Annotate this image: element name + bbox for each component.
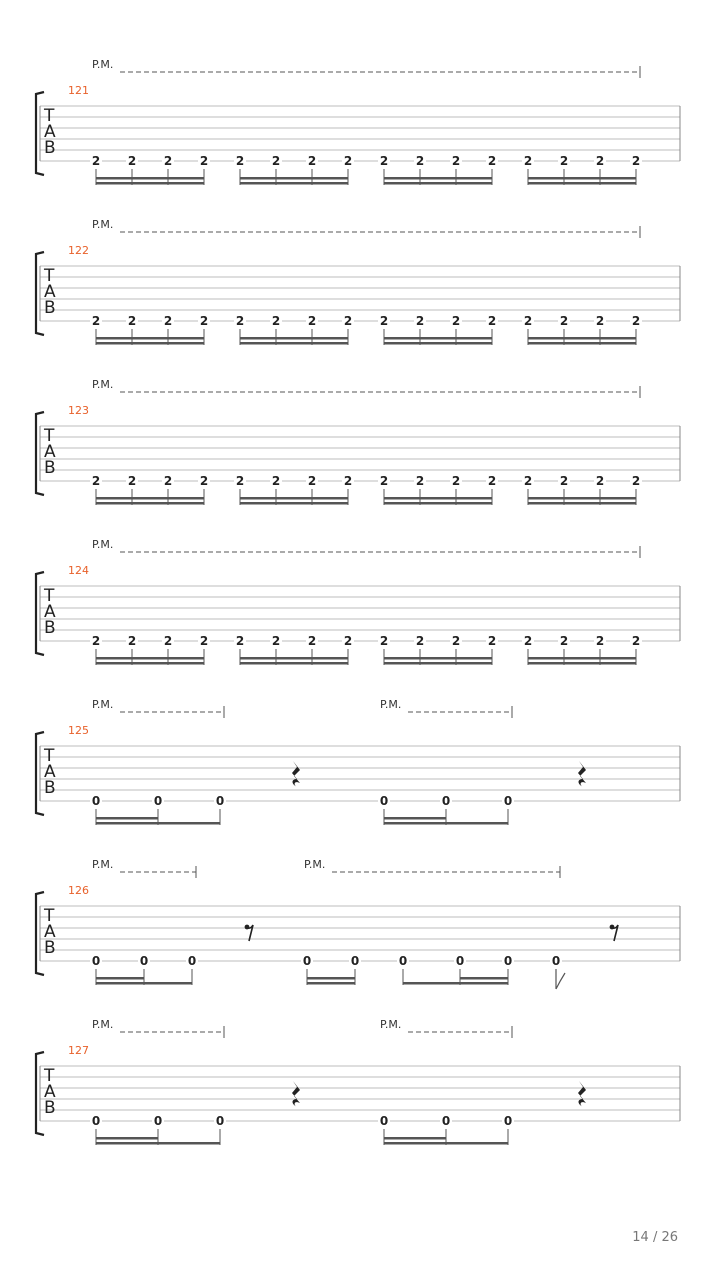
beam-secondary — [96, 817, 158, 820]
fret-number: 2 — [127, 314, 137, 328]
fret-number: 2 — [163, 634, 173, 648]
quarter-rest — [292, 1081, 300, 1107]
fret-number: 2 — [451, 634, 461, 648]
fret-number: 2 — [415, 314, 425, 328]
measure-number: 126 — [68, 884, 89, 897]
fret-number: 0 — [398, 954, 408, 968]
fret-number: 0 — [379, 1114, 389, 1128]
fret-number: 2 — [199, 634, 209, 648]
palm-mute-label: P.M. — [380, 1018, 402, 1031]
beam — [384, 822, 446, 825]
beam-secondary — [384, 497, 492, 500]
fret-number: 2 — [91, 314, 101, 328]
fret-number: 2 — [307, 474, 317, 488]
beam-secondary — [384, 1137, 446, 1140]
beam — [96, 982, 144, 985]
fret-number: 2 — [163, 154, 173, 168]
fret-number: 2 — [379, 474, 389, 488]
tab-clef-letter: B — [44, 138, 56, 158]
beam-secondary — [528, 657, 636, 660]
measure-number: 127 — [68, 1044, 89, 1057]
tab-clef-letter: T — [44, 746, 55, 766]
fret-number: 0 — [503, 794, 513, 808]
fret-number: 2 — [487, 474, 497, 488]
fret-number: 2 — [559, 154, 569, 168]
beam-secondary — [240, 337, 348, 340]
fret-number: 2 — [487, 154, 497, 168]
beam — [384, 662, 492, 665]
beam — [96, 342, 204, 345]
beam — [240, 342, 348, 345]
fret-number: 2 — [127, 634, 137, 648]
quarter-rest — [578, 761, 586, 787]
palm-mute-label: P.M. — [304, 858, 326, 871]
page-number: 14 / 26 — [632, 1230, 678, 1245]
fret-number: 2 — [451, 314, 461, 328]
beam — [96, 662, 204, 665]
fret-number: 2 — [127, 474, 137, 488]
palm-mute-label: P.M. — [380, 698, 402, 711]
tab-clef-letter: B — [44, 1098, 56, 1118]
beam — [96, 1142, 158, 1145]
beam — [384, 342, 492, 345]
palm-mute-label: P.M. — [92, 538, 114, 551]
tab-system-125 — [36, 698, 680, 825]
beam-secondary — [96, 977, 144, 980]
measure-number: 121 — [68, 84, 89, 97]
beam-secondary — [240, 497, 348, 500]
beam-secondary — [96, 337, 204, 340]
fret-number: 2 — [199, 314, 209, 328]
beam-secondary — [528, 177, 636, 180]
tab-system-122 — [36, 218, 680, 345]
fret-number: 2 — [523, 474, 533, 488]
fret-number: 2 — [199, 154, 209, 168]
fret-number: 2 — [595, 474, 605, 488]
fret-number: 2 — [271, 634, 281, 648]
tab-system-126 — [36, 858, 680, 989]
fret-number: 2 — [307, 154, 317, 168]
beam-secondary — [384, 657, 492, 660]
fret-number: 2 — [343, 634, 353, 648]
beam-secondary — [240, 657, 348, 660]
fret-number: 2 — [343, 154, 353, 168]
beam — [240, 502, 348, 505]
tab-clef-letter: T — [44, 106, 55, 126]
note-flag — [556, 969, 565, 989]
beam — [528, 342, 636, 345]
beam-secondary — [96, 1137, 158, 1140]
fret-number: 2 — [379, 314, 389, 328]
fret-number: 0 — [91, 794, 101, 808]
tab-clef-letter: A — [44, 762, 56, 782]
measure-number: 125 — [68, 724, 89, 737]
tab-clef-letter: B — [44, 298, 56, 318]
fret-number: 0 — [153, 1114, 163, 1128]
fret-number: 2 — [343, 314, 353, 328]
fret-number: 2 — [307, 314, 317, 328]
fret-number: 2 — [379, 634, 389, 648]
fret-number: 2 — [91, 474, 101, 488]
fret-number: 2 — [487, 634, 497, 648]
fret-number: 2 — [595, 314, 605, 328]
beam — [528, 502, 636, 505]
tab-clef-letter: A — [44, 282, 56, 302]
fret-number: 0 — [441, 1114, 451, 1128]
beam-secondary — [96, 497, 204, 500]
fret-number: 2 — [631, 314, 641, 328]
tab-system-127 — [36, 1018, 680, 1145]
fret-number: 0 — [215, 794, 225, 808]
fret-number: 2 — [595, 154, 605, 168]
beam — [307, 982, 355, 985]
measure-number: 123 — [68, 404, 89, 417]
fret-number: 0 — [503, 1114, 513, 1128]
tab-clef-letter: B — [44, 778, 56, 798]
beam-secondary — [240, 177, 348, 180]
fret-number: 2 — [163, 474, 173, 488]
fret-number: 0 — [215, 1114, 225, 1128]
fret-number: 0 — [455, 954, 465, 968]
tab-clef-letter: A — [44, 602, 56, 622]
fret-number: 2 — [523, 314, 533, 328]
palm-mute-label: P.M. — [92, 698, 114, 711]
tab-system-124 — [36, 538, 680, 665]
fret-number: 2 — [415, 474, 425, 488]
fret-number: 2 — [307, 634, 317, 648]
beam — [384, 502, 492, 505]
fret-number: 2 — [559, 314, 569, 328]
fret-number: 0 — [503, 954, 513, 968]
palm-mute-label: P.M. — [92, 1018, 114, 1031]
fret-number: 0 — [350, 954, 360, 968]
fret-number: 0 — [302, 954, 312, 968]
fret-number: 2 — [523, 634, 533, 648]
fret-number: 2 — [199, 474, 209, 488]
tab-clef-letter: A — [44, 442, 56, 462]
fret-number: 0 — [153, 794, 163, 808]
measure-number: 124 — [68, 564, 89, 577]
tab-clef-letter: A — [44, 1082, 56, 1102]
fret-number: 2 — [235, 314, 245, 328]
tab-clef-letter: A — [44, 122, 56, 142]
fret-number: 0 — [551, 954, 561, 968]
fret-number: 2 — [343, 474, 353, 488]
beam — [528, 662, 636, 665]
fret-number: 2 — [559, 634, 569, 648]
fret-number: 2 — [379, 154, 389, 168]
tab-clef-letter: T — [44, 426, 55, 446]
beam-secondary — [384, 337, 492, 340]
fret-number: 2 — [487, 314, 497, 328]
beam-secondary — [528, 497, 636, 500]
beam-secondary — [96, 177, 204, 180]
beam — [384, 182, 492, 185]
fret-number: 0 — [91, 1114, 101, 1128]
fret-number: 2 — [235, 634, 245, 648]
beam — [384, 1142, 446, 1145]
fret-number: 2 — [595, 634, 605, 648]
tab-clef-letter: T — [44, 1066, 55, 1086]
fret-number: 2 — [271, 154, 281, 168]
palm-mute-label: P.M. — [92, 378, 114, 391]
tab-clef-letter: T — [44, 266, 55, 286]
fret-number: 0 — [441, 794, 451, 808]
quarter-rest — [578, 1081, 586, 1107]
fret-number: 2 — [91, 154, 101, 168]
beam — [528, 182, 636, 185]
fret-number: 2 — [91, 634, 101, 648]
tab-clef-letter: B — [44, 938, 56, 958]
palm-mute-label: P.M. — [92, 218, 114, 231]
tab-clef-letter: T — [44, 586, 55, 606]
palm-mute-label: P.M. — [92, 58, 114, 71]
beam-secondary — [307, 977, 355, 980]
beam-secondary — [460, 977, 508, 980]
fret-number: 2 — [451, 154, 461, 168]
beam-secondary — [528, 337, 636, 340]
fret-number: 2 — [631, 634, 641, 648]
tab-system-123 — [36, 378, 680, 505]
beam — [96, 502, 204, 505]
tab-clef-letter: T — [44, 906, 55, 926]
fret-number: 2 — [271, 314, 281, 328]
fret-number: 2 — [631, 154, 641, 168]
measure-number: 122 — [68, 244, 89, 257]
fret-number: 2 — [235, 474, 245, 488]
beam — [240, 182, 348, 185]
quarter-rest — [292, 761, 300, 787]
beam — [96, 182, 204, 185]
fret-number: 2 — [451, 474, 461, 488]
fret-number: 2 — [415, 154, 425, 168]
fret-number: 0 — [91, 954, 101, 968]
fret-number: 2 — [163, 314, 173, 328]
fret-number: 0 — [139, 954, 149, 968]
beam — [96, 822, 158, 825]
tab-system-121 — [36, 58, 680, 185]
beam — [460, 982, 508, 985]
tab-clef-letter: B — [44, 458, 56, 478]
tab-clef-letter: B — [44, 618, 56, 638]
fret-number: 0 — [379, 794, 389, 808]
fret-number: 2 — [235, 154, 245, 168]
fret-number: 2 — [127, 154, 137, 168]
palm-mute-label: P.M. — [92, 858, 114, 871]
fret-number: 0 — [187, 954, 197, 968]
beam-secondary — [96, 657, 204, 660]
fret-number: 2 — [523, 154, 533, 168]
fret-number: 2 — [415, 634, 425, 648]
fret-number: 2 — [631, 474, 641, 488]
beam-secondary — [384, 817, 446, 820]
fret-number: 2 — [271, 474, 281, 488]
beam — [240, 662, 348, 665]
tab-clef-letter: A — [44, 922, 56, 942]
beam-secondary — [384, 177, 492, 180]
fret-number: 2 — [559, 474, 569, 488]
